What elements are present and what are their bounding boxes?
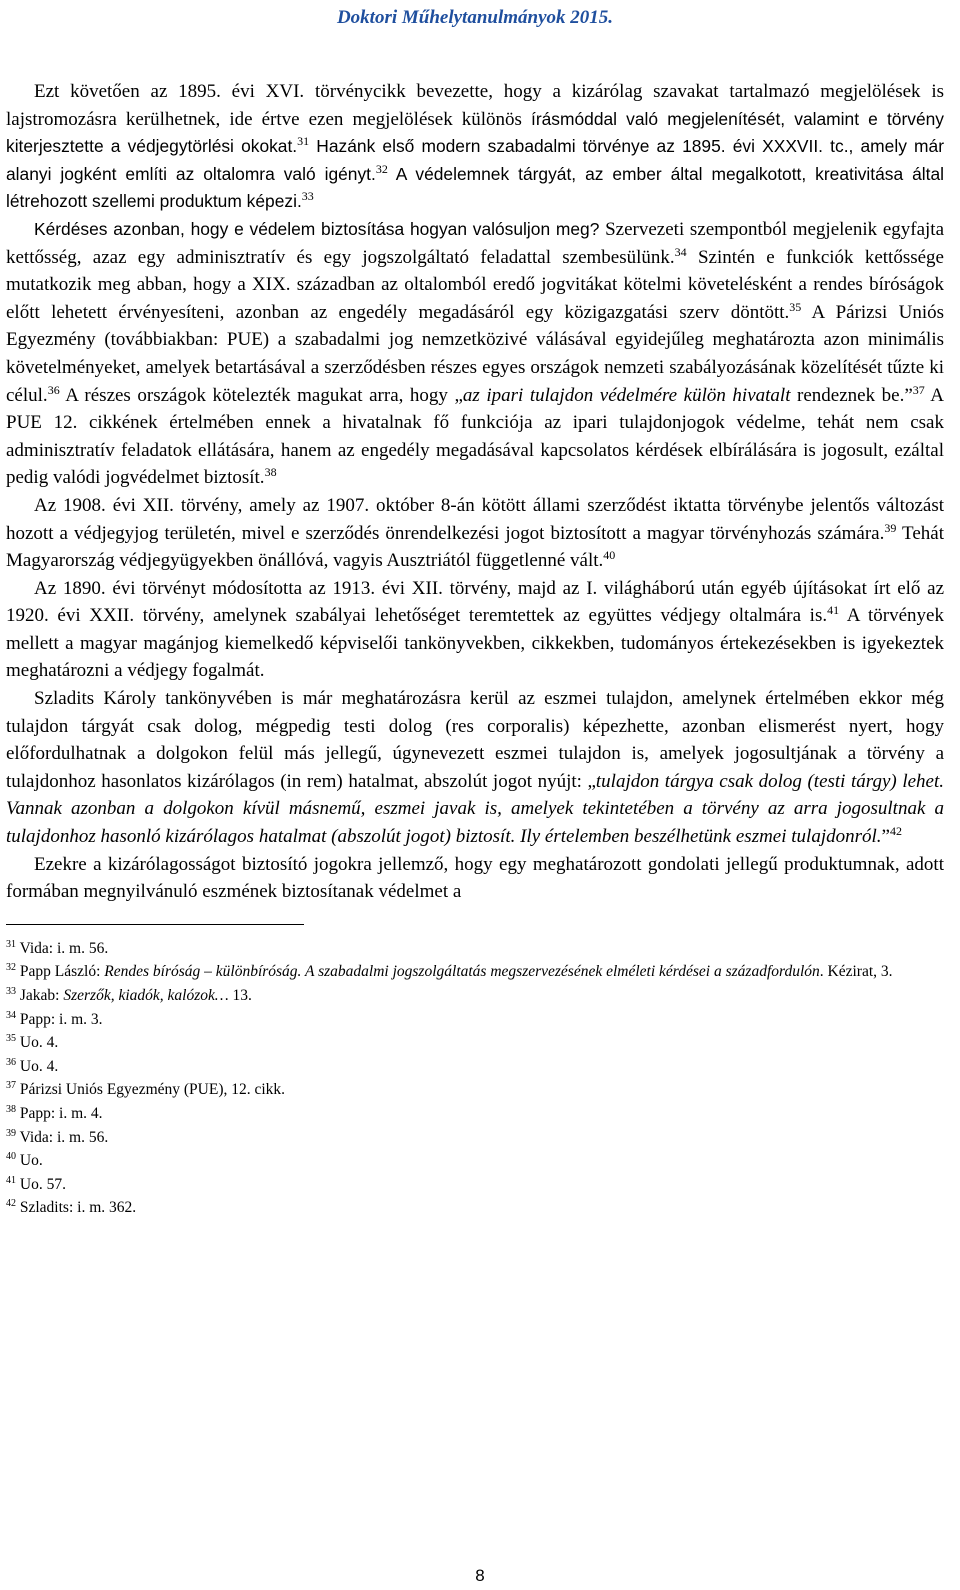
footnote-36 xyxy=(6,1055,944,1079)
footnote-39 xyxy=(6,1126,944,1150)
paragraph-1 xyxy=(6,78,944,216)
text-run: Az 1908. évi XII. törvény, amely az 1907. október 8-án kötött állami szerződést iktatta törvénybe jelentős változást hozott a védjegyjog területén, mivel e szerződés önrendelkezési jogot biztosított a magyar törvényhozás számára. xyxy=(6,494,944,544)
footnote-text: Uo. 4. xyxy=(16,1057,59,1075)
footnote-number: 32 xyxy=(6,962,16,974)
paragraph-3 xyxy=(6,492,944,575)
paragraph-5 xyxy=(6,685,944,851)
footnote-title: Szerzők, kiadók, kalózok… xyxy=(63,987,229,1004)
footnote-text: Papp László: xyxy=(16,963,105,981)
running-header: Doktori Műhelytanulmányok 2015. xyxy=(336,7,614,28)
footnote-number: 33 xyxy=(6,986,16,997)
paragraph-6 xyxy=(6,851,944,906)
paragraph-2 xyxy=(6,216,944,492)
text-run: A részes országok kötelezték magukat arra, hogy „ xyxy=(59,384,463,406)
footnote-ref-41[interactable]: 41 xyxy=(827,603,840,618)
footnote-ref-35[interactable]: 35 xyxy=(789,299,802,314)
footnotes xyxy=(6,937,944,1220)
footnote-divider xyxy=(6,924,304,925)
footnote-text: Uo. 57. xyxy=(16,1175,66,1193)
footnote-number: 41 xyxy=(6,1174,16,1186)
footnote-number: 31 xyxy=(6,938,16,950)
footnote-41 xyxy=(6,1173,944,1197)
page-number: 8 xyxy=(475,1566,485,1585)
footnote-text: Vida: i. m. 56. xyxy=(16,1128,109,1146)
footnote-ref-39[interactable]: 39 xyxy=(884,520,897,535)
text-run: Ezt követően az 1895. évi XVI. törvénycikk bevezette, hogy a kizárólag szavakat tartalmazó megjelölések is lajstromozásra kerülhetnek, ide értve ezen megjelölések különös xyxy=(6,81,944,130)
footnote-37 xyxy=(6,1078,944,1102)
footnote-31 xyxy=(6,937,944,961)
text-run: Ezekre a kizárólagosságot biztosító jogokra jellemző, hogy egy meghatározott gondolati jellegű produktumnak, adott formában megnyilvánuló eszmének biztosítanak védelmet a xyxy=(6,853,944,903)
footnote-text: Jakab: xyxy=(16,987,64,1004)
text-run: A törvények mellett a magyar magánjog kiemelkedő képviselői tankönyvekben, cikkekben, tudományos értekezésekben is igyekeztek meghatározni a védjegy fogalmát. xyxy=(6,605,944,682)
footnote-text: Uo. 4. xyxy=(16,1034,59,1052)
footnote-32 xyxy=(6,960,944,984)
footnote-ref-33[interactable]: 33 xyxy=(301,189,314,204)
footnote-number: 35 xyxy=(6,1033,16,1045)
footnote-40 xyxy=(6,1149,944,1173)
text-run: A védelemnek tárgyát, az ember által megalkotott, kreativitása által létrehozott szellemi produktum képezi. xyxy=(6,163,944,212)
text-run: Hazánk első modern szabadalmi törvénye az 1895. évi XXXVII. tc., amely már alanyi jogként említi az oltalomra való igényt. xyxy=(6,136,944,184)
text-run: rendeznek be.” xyxy=(790,384,913,406)
text-run: írásmóddal való megjelenítését, valamint e törvény kiterjesztette a védjegytörlési okokat. xyxy=(6,108,944,157)
text-run: A PUE 12. cikkének értelmében ennek a hivatalnak fő funkciója az ipari tulajdonjogok védelme, tehát nem csak adminisztratív feladatok ellátására, hanem az engedély megadásával kapcsolatos kérdések elbírálására is jogosult, ezáltal pedig valódi jogvédelmet biztosít. xyxy=(6,384,944,489)
footnote-ref-36[interactable]: 36 xyxy=(47,382,60,397)
footnote-text: Párizsi Uniós Egyezmény (PUE), 12. cikk. xyxy=(16,1081,286,1099)
footnote-ref-31[interactable]: 31 xyxy=(297,134,310,149)
footnote-number: 42 xyxy=(6,1198,16,1210)
italic-quote: tulajdon tárgya csak dolog (testi tárgy) lehet. Vannak azonban a dolgokon kívül másnemű, eszmei javak is, amelyek tekintetében a törvény az arra jogosultnak a tulajdonhoz hasonló kizárólagos hatalmat (abszolút jogot) biztosít. Ily értelemben beszélhetünk eszmei tulajdonról. xyxy=(6,770,944,848)
text-run: Szladits Károly tankönyvében is már meghatározásra kerül az eszmei tulajdon, amelynek értelmében ekkor még tulajdon tárgyát csak dolog, mégpedig testi dolog (res corporalis) képezhette, azonban elismerést nyert, hogy előfordulhatnak a dolgokon felül más jellegű, úgynevezett eszmei tulajdon is, amelyek jogosultjának a törvény a tulajdonhoz hasonlatos kizárólagos (in rem) hatalmat, abszolút jogot nyújt: „ xyxy=(6,688,944,792)
footnote-text: 13. xyxy=(228,987,252,1004)
footnote-text: Vida: i. m. 56. xyxy=(16,939,109,957)
footnote-text: . Kézirat, 3. xyxy=(819,963,893,981)
footnote-text: Uo. xyxy=(16,1152,43,1170)
footnote-number: 40 xyxy=(6,1151,16,1163)
italic-quote: az ipari tulajdon védelmére külön hivatalt xyxy=(462,384,791,406)
footnote-number: 39 xyxy=(6,1127,16,1139)
paragraph-4 xyxy=(6,575,944,685)
footnote-42 xyxy=(6,1196,944,1220)
footnote-ref-32[interactable]: 32 xyxy=(375,161,388,176)
text-run: Tehát Magyarország védjegyügyekben önállóvá, vagyis Ausztriától függetlenné vált. xyxy=(6,522,944,572)
text-run: Kérdéses azonban, hogy e védelem biztosítása hogyan valósuljon meg? xyxy=(34,218,600,239)
text-run: Szintén e funkciók kettőssége mutatkozik meg abban, hogy a XIX. században az oltalomból eredő jogvitákat kötelmi követelésként a rendes bíróságok előtt lehetett érvényesíteni, azonban az engedély megadásáról egy közigazgatási szerv döntött. xyxy=(6,246,944,323)
footnote-ref-42[interactable]: 42 xyxy=(889,824,902,839)
text-run: Szervezeti szempontból megjelenik egyfajta kettősség, azaz egy adminisztratív és egy jogszolgáltató feladattal szembesülünk. xyxy=(6,218,945,268)
footnote-number: 37 xyxy=(6,1080,16,1092)
footnote-text: Papp: i. m. 4. xyxy=(16,1104,103,1122)
footnote-number: 36 xyxy=(6,1056,16,1068)
footnote-38 xyxy=(6,1102,944,1126)
footnote-ref-37[interactable]: 37 xyxy=(912,382,925,397)
footnote-35 xyxy=(6,1031,944,1055)
footnote-text: Papp: i. m. 3. xyxy=(16,1010,103,1028)
text-run: ” xyxy=(881,826,890,848)
text-run: A Párizsi Uniós Egyezmény (továbbiakban: PUE) a szabadalmi jog nemzetközivé válásával egyidejűleg meghatározta azon minimális követelményeket, amelyek betartásával a szerződésben részes egyes országok nemzeti szabályozásának közelítését tűzte ki célul. xyxy=(6,301,944,406)
footnote-text: Szladits: i. m. 362. xyxy=(16,1199,137,1217)
footnote-title: Rendes bíróság – különbíróság. A szabadalmi jogszolgáltatás megszervezésének elméleti kérdései a századfordulón xyxy=(104,963,820,981)
text-run: Az 1890. évi törvényt módosította az 1913. évi XII. törvény, majd az I. világháború után egyéb újításokat írt elő az 1920. évi XXII. törvény, amelynek szabályai lehetőséget teremtettek az együttes védjegy oltalmára is. xyxy=(6,577,944,627)
footnote-ref-38[interactable]: 38 xyxy=(264,465,277,480)
body-text xyxy=(6,78,944,906)
footnote-number: 34 xyxy=(6,1009,16,1021)
footnote-number: 38 xyxy=(6,1103,16,1115)
footnote-ref-34[interactable]: 34 xyxy=(674,244,687,259)
footnote-33 xyxy=(6,984,944,1008)
footnote-34 xyxy=(6,1008,944,1032)
footnote-ref-40[interactable]: 40 xyxy=(603,548,616,563)
